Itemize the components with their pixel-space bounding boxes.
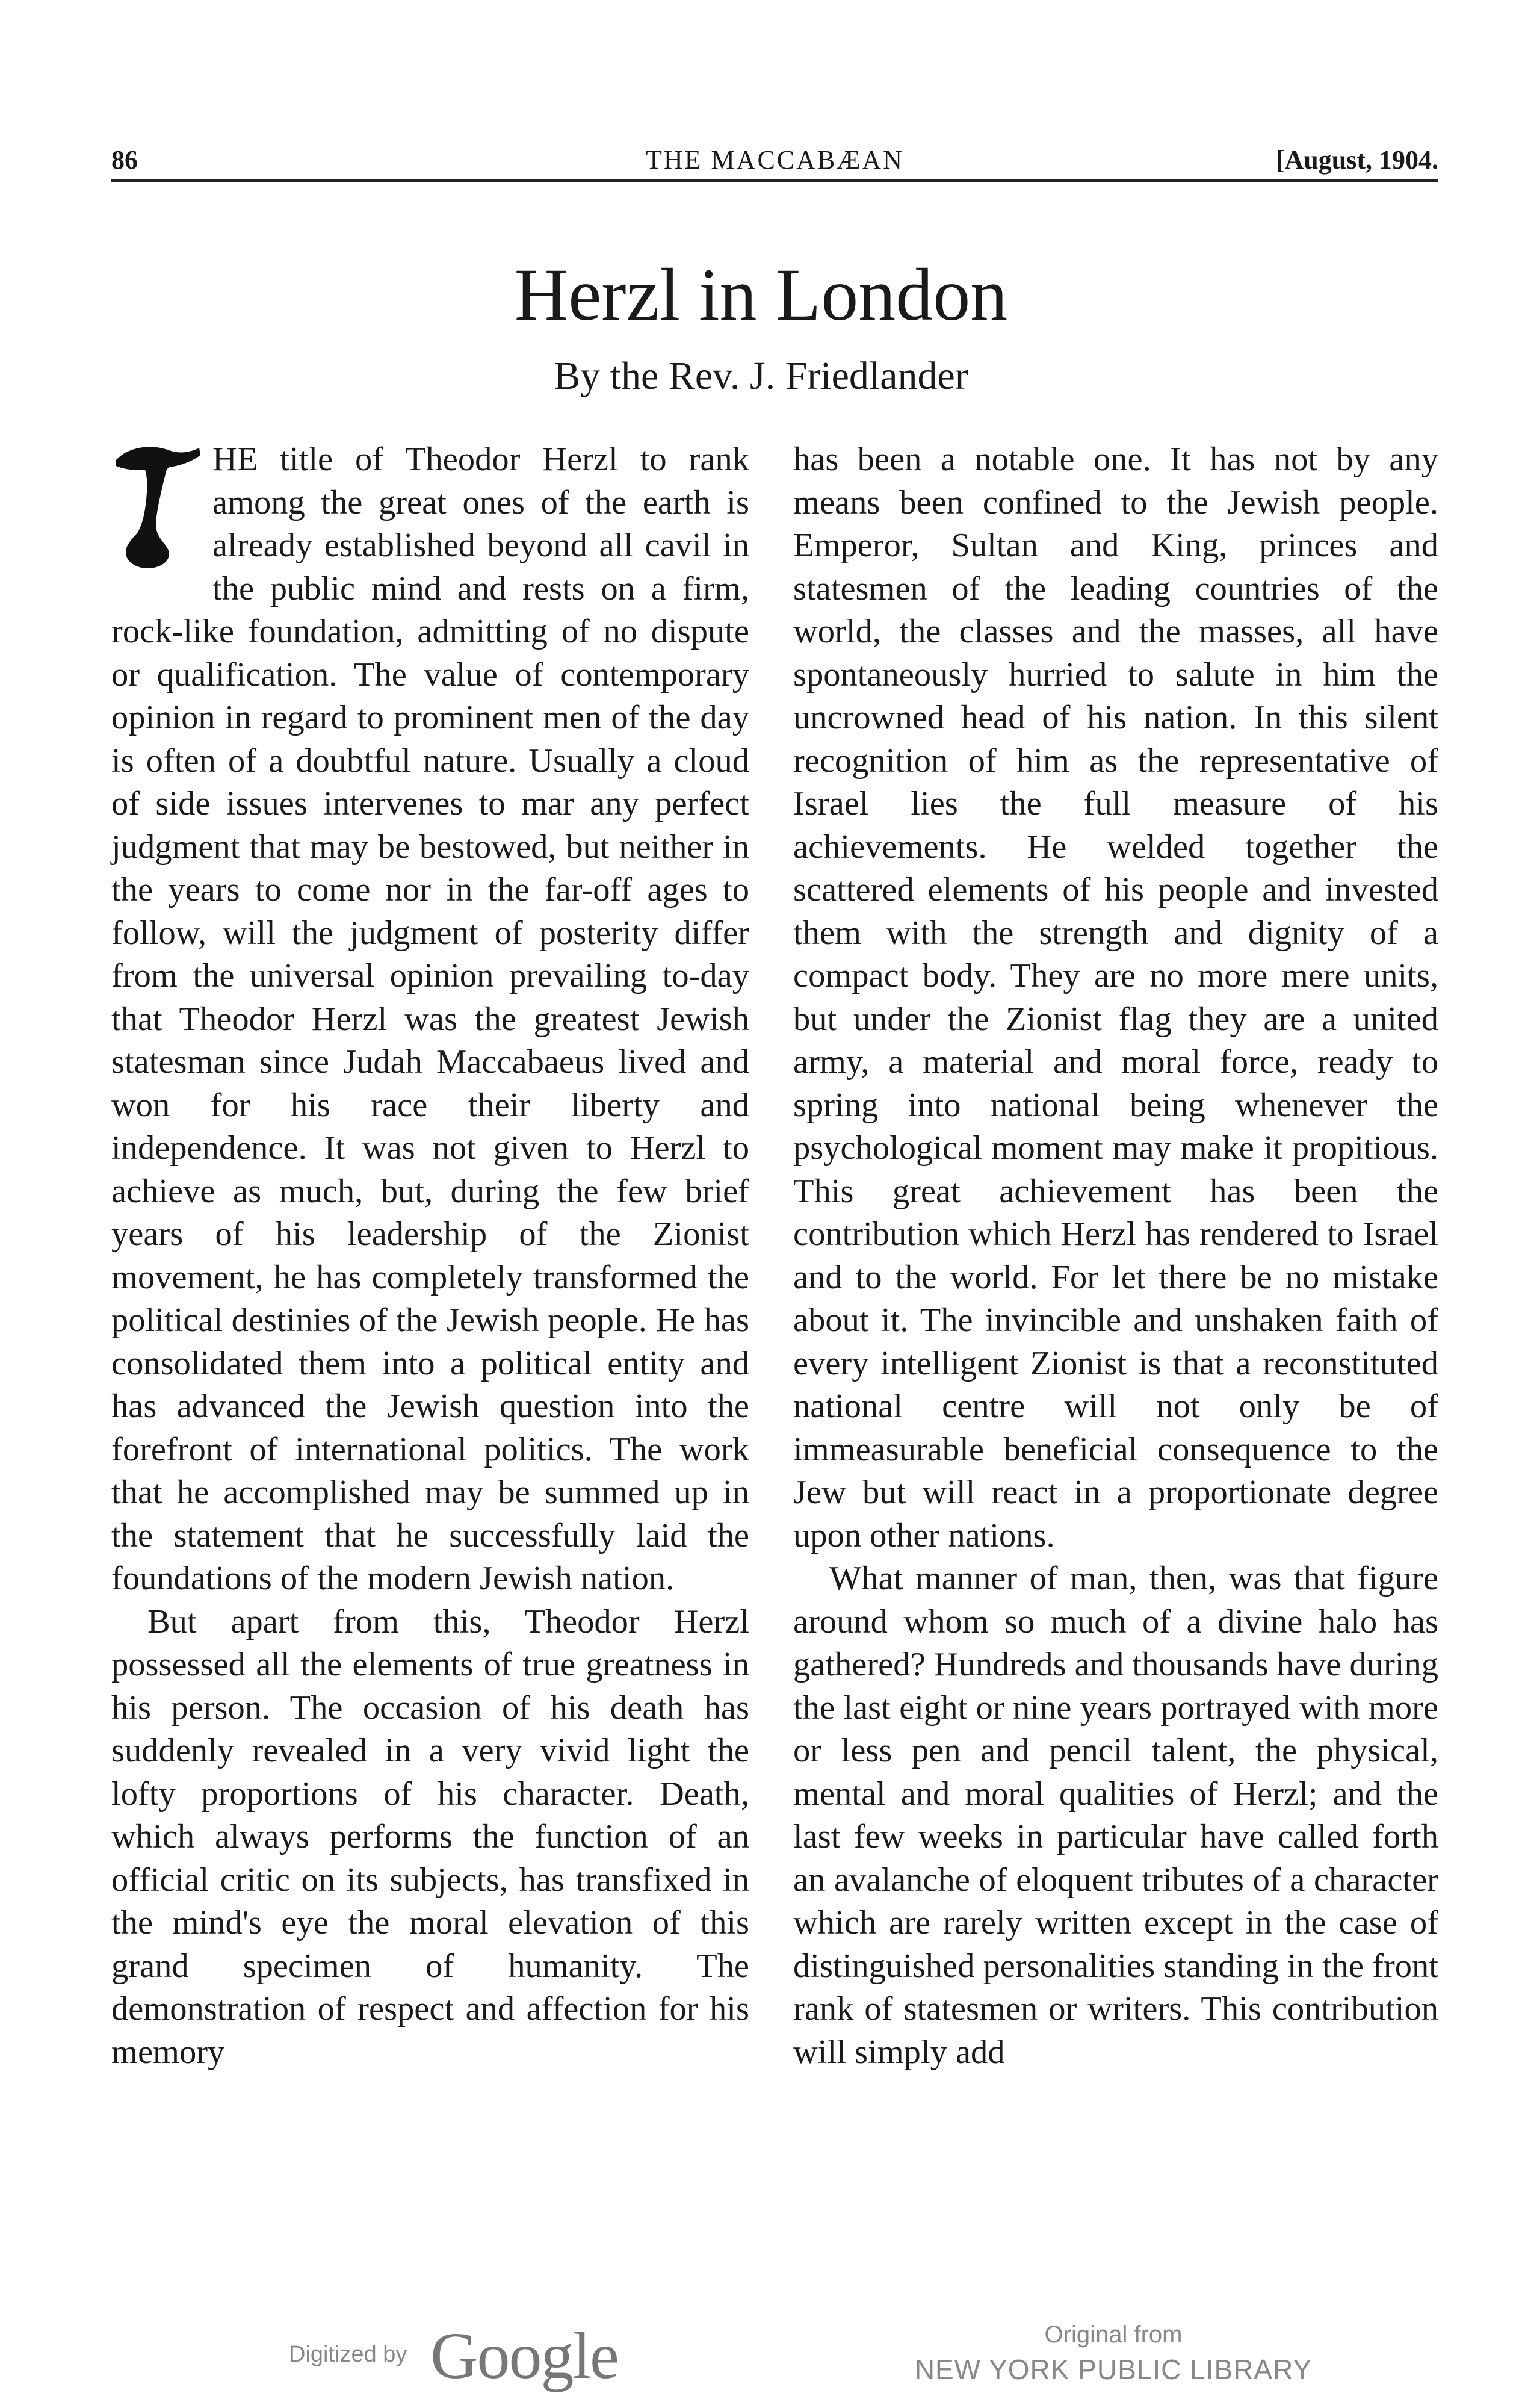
dropcap-t	[111, 442, 202, 571]
dropcap-glyph	[111, 442, 202, 571]
paragraph: But apart from this, Theodor Herzl possessed all the elements of true greatness in his person. The occasion of his death has suddenly revealed in a very vivid light the lofty proportions of his character. Death, which always performs the function of an official critic on its subjects, has transfixed in the mind's eye the moral elevation of this grand specimen of humanity. The demonstration of respect and affection for his memory	[111, 1603, 749, 2071]
paragraph	[111, 438, 749, 1601]
page-number: 86	[111, 145, 138, 175]
digitization-footer	[0, 2300, 1522, 2408]
google-logo: Google	[430, 2319, 618, 2392]
source-attribution	[843, 2318, 1384, 2388]
library-name: NEW YORK PUBLIC LIBRARY	[914, 2354, 1313, 2385]
article-title: Herzl in London	[514, 253, 1008, 336]
right-column	[793, 438, 1438, 2074]
paragraph: What manner of man, then, was that figure around whom so much of a divine halo has gathered? Hundreds and thousands have during the last eight or nine years portrayed with more or less pen and pencil talent, the physical, mental and moral qualities of Herzl; and the last few weeks in particular have called forth an avalanche of eloquent tributes of a character which are rarely written except in the case of distinguished personalities standing in the front rank of statesmen or writers. This contribution will simply add	[793, 1560, 1438, 2071]
digitized-by-label: Digitized by	[289, 2342, 407, 2367]
running-header	[111, 137, 1438, 182]
article-byline: By the Rev. J. Friedlander	[554, 354, 968, 398]
paragraph-text: HE title of Theodor Herzl to rank among the great ones of the earth is already established beyond all cavil in the public mind and rests on a firm, rock-like foundation, admitting of no dispute or qualification. The value of contemporary opinion in regard to prominent men of the day is often of a doubtful nature. Usually a cloud of side issues intervenes to mar any perfect judgment that may be bestowed, but neither in the years to come nor in the far-off ages to follow, will the judgment of posterity differ from the universal opinion prevailing to-day that Theodor Herzl was the greatest Jewish statesman since Judah Maccabaeus lived and won for his race their liberty and independence. It was not given to Herzl to achieve as much, but, during the few brief years of his leadership of the Zionist movement, he has completely transformed the political destinies of the Jewish people. He has consolidated them into a political entity and has advanced the Jewish question into the forefront of international politics. The work that he accomplished may be summed up in the statement that he successfully laid the foundations of the modern Jewish nation.	[111, 441, 749, 1597]
paragraph: has been a notable one. It has not by any means been confined to the Jewish people. Emperor, Sultan and King, princes and statesmen of the leading countries of the world, the classes and the masses, all have spontaneously hurried to salute in him the uncrowned head of his nation. In this silent recognition of him as the representative of Israel lies the full measure of his achievements. He welded together the scattered elements of his people and invested them with the strength and dignity of a compact body. They are no more mere units, but under the Zionist flag they are a united army, a material and moral force, ready to spring into national being whenever the psychological moment may make it propitious. This great achievement has been the contribution which Herzl has rendered to Israel and to the world. For let there be no mistake about it. The invincible and unshaken faith of every intelligent Zionist is that a reconstituted national centre will not only be of immeasurable beneficial consequence to the Jew but will react in a proportionate degree upon other nations.	[793, 441, 1438, 1554]
issue-date: [August, 1904.	[1275, 145, 1438, 175]
journal-title: THE MACCABÆAN	[646, 145, 904, 175]
left-column	[111, 438, 749, 2074]
original-from-label: Original from	[1044, 2321, 1183, 2348]
